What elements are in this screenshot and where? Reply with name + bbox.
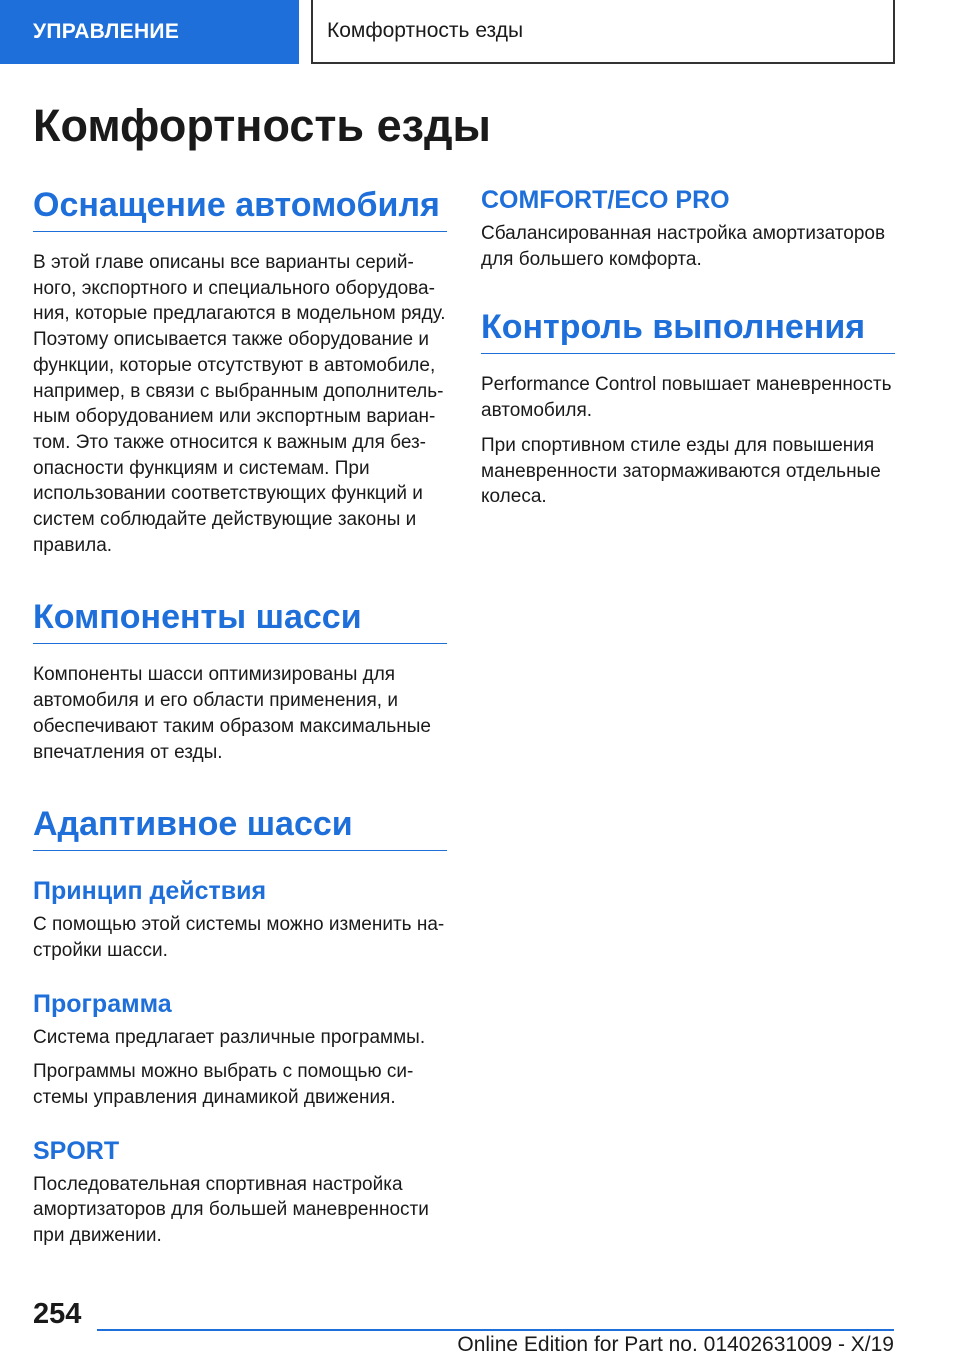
text-line: Система предлагает различные программы. xyxy=(33,1026,426,1048)
paragraph-operating-principle xyxy=(33,912,447,963)
paragraph-program-1 xyxy=(33,1025,447,1051)
paragraph-sport xyxy=(33,1172,447,1249)
paragraph-performance-1 xyxy=(481,372,895,423)
heading-operating-principle: Принцип действия xyxy=(33,877,267,906)
text-line: С помощью этой системы можно изменить на- xyxy=(33,914,445,936)
heading-chassis-components: Компоненты шасси xyxy=(33,598,447,644)
text-line: например, в связи с выбранным дополнитель- xyxy=(33,380,444,402)
heading-performance-control: Контроль выполнения xyxy=(481,308,895,354)
text-line: функции, которые отсутствуют в автомобиле, xyxy=(33,354,436,376)
paragraph-vehicle-equipment xyxy=(33,250,447,558)
heading-adaptive-chassis: Адаптивное шасси xyxy=(33,805,447,851)
text-line: Последовательная спортивная настройка xyxy=(33,1173,403,1195)
text-line: маневренности затормаживаются отдельные xyxy=(481,460,881,482)
edition-note: Online Edition for Part no. 01402631009 - X/19 xyxy=(457,1333,894,1356)
text-line: при движении. xyxy=(33,1225,162,1247)
chapter-title-box: Комфортность езды xyxy=(311,0,895,64)
text-line: автомобиля. xyxy=(481,400,593,422)
text-line: ного, экспортного и специального оборудова- xyxy=(33,277,435,299)
text-line: При спортивном стиле езды для повышения xyxy=(481,434,875,456)
text-line: впечатления от езды. xyxy=(33,741,223,763)
text-line: В этой главе описаны все варианты серий- xyxy=(33,252,414,273)
text-line: опасности функциям и системам. При xyxy=(33,457,370,479)
heading-vehicle-equipment: Оснащение автомобиля xyxy=(33,186,447,232)
paragraph-program-2 xyxy=(33,1059,447,1110)
text-line: том. Это также относится к важным для без- xyxy=(33,431,427,453)
text-line: Сбалансированная настройка амортизаторов xyxy=(481,223,886,244)
text-line: правила. xyxy=(33,534,113,556)
text-line: обеспечивают таким образом максимальные xyxy=(33,715,431,737)
text-line: использовании соответствующих функций и xyxy=(33,483,423,505)
heading-program: Программа xyxy=(33,989,172,1018)
paragraph-chassis-components xyxy=(33,662,447,765)
heading-comfort-eco-pro: COMFORT/ECO PRO xyxy=(481,186,730,214)
text-line: стемы управления динамикой движения. xyxy=(33,1087,396,1109)
text-line: Поэтому описывается также оборудование и xyxy=(33,329,430,351)
text-line: для большего комфорта. xyxy=(481,248,702,270)
text-line: амортизаторов для большей маневренности xyxy=(33,1199,429,1221)
text-line: колеса. xyxy=(481,486,547,508)
text-line: Компоненты шасси оптимизированы для xyxy=(33,664,396,686)
left-column xyxy=(33,186,447,1249)
paragraph-comfort-eco-pro xyxy=(481,221,895,272)
paragraph-performance-2 xyxy=(481,433,895,510)
heading-sport: SPORT xyxy=(33,1136,120,1165)
text-line: автомобиля и его области применения, и xyxy=(33,690,398,712)
page-title: Комфортность езды xyxy=(33,100,491,151)
page-number: 254 xyxy=(33,1298,82,1330)
section-tab: УПРАВЛЕНИЕ xyxy=(0,0,299,64)
text-line: стройки шасси. xyxy=(33,939,168,961)
text-line: ным оборудованием или экспортным вариан- xyxy=(33,406,436,428)
right-column xyxy=(481,186,895,510)
text-line: Программы можно выбрать с помощью си- xyxy=(33,1061,414,1083)
text-line: Performance Control повышает маневренность xyxy=(481,374,892,396)
footer-divider xyxy=(97,1329,894,1331)
text-line: ния, которые предлагаются в модельном ряду. xyxy=(33,303,446,325)
text-line: систем соблюдайте действующие законы и xyxy=(33,509,417,531)
